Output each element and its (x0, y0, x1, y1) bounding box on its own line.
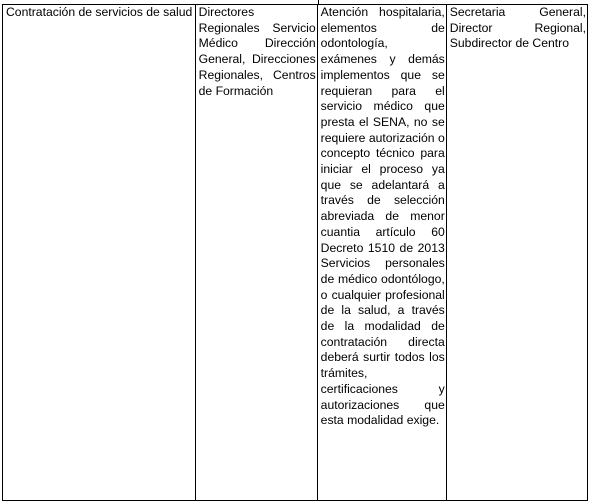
service-cell (3, 5, 196, 501)
approvers-text: Secretaria General, Director Regional, Subdirector de Centro (449, 5, 586, 51)
approvers-cell (446, 5, 587, 501)
responsibles-cell (195, 5, 317, 501)
table-row (3, 5, 588, 501)
contracting-table (2, 4, 588, 501)
description-cell (317, 5, 446, 501)
description-text: Atención hospitalaria, elementos de odontología, exámenes y demás implementos que se requieran para el servicio médico que presta el SENA, no se requiere autorización o concepto técnico para iniciar el proceso ya que se adelantará a través de selección abreviada de menor cuantia artículo 60 Decreto 1510 de 2013 Servicios personales de médico odontólogo, o cualquier profesional de la salud, a través de la modalidad de contratación directa deberá surtir todos los trámites, certificaciones y autorizaciones que esta modalidad exige. (320, 5, 445, 428)
responsibles-text: Directores Regionales Servicio Médico Dirección General, Direcciones Regionales, Centros de Formación (198, 5, 316, 98)
service-text: Contratación de servicios de salud (6, 5, 193, 19)
